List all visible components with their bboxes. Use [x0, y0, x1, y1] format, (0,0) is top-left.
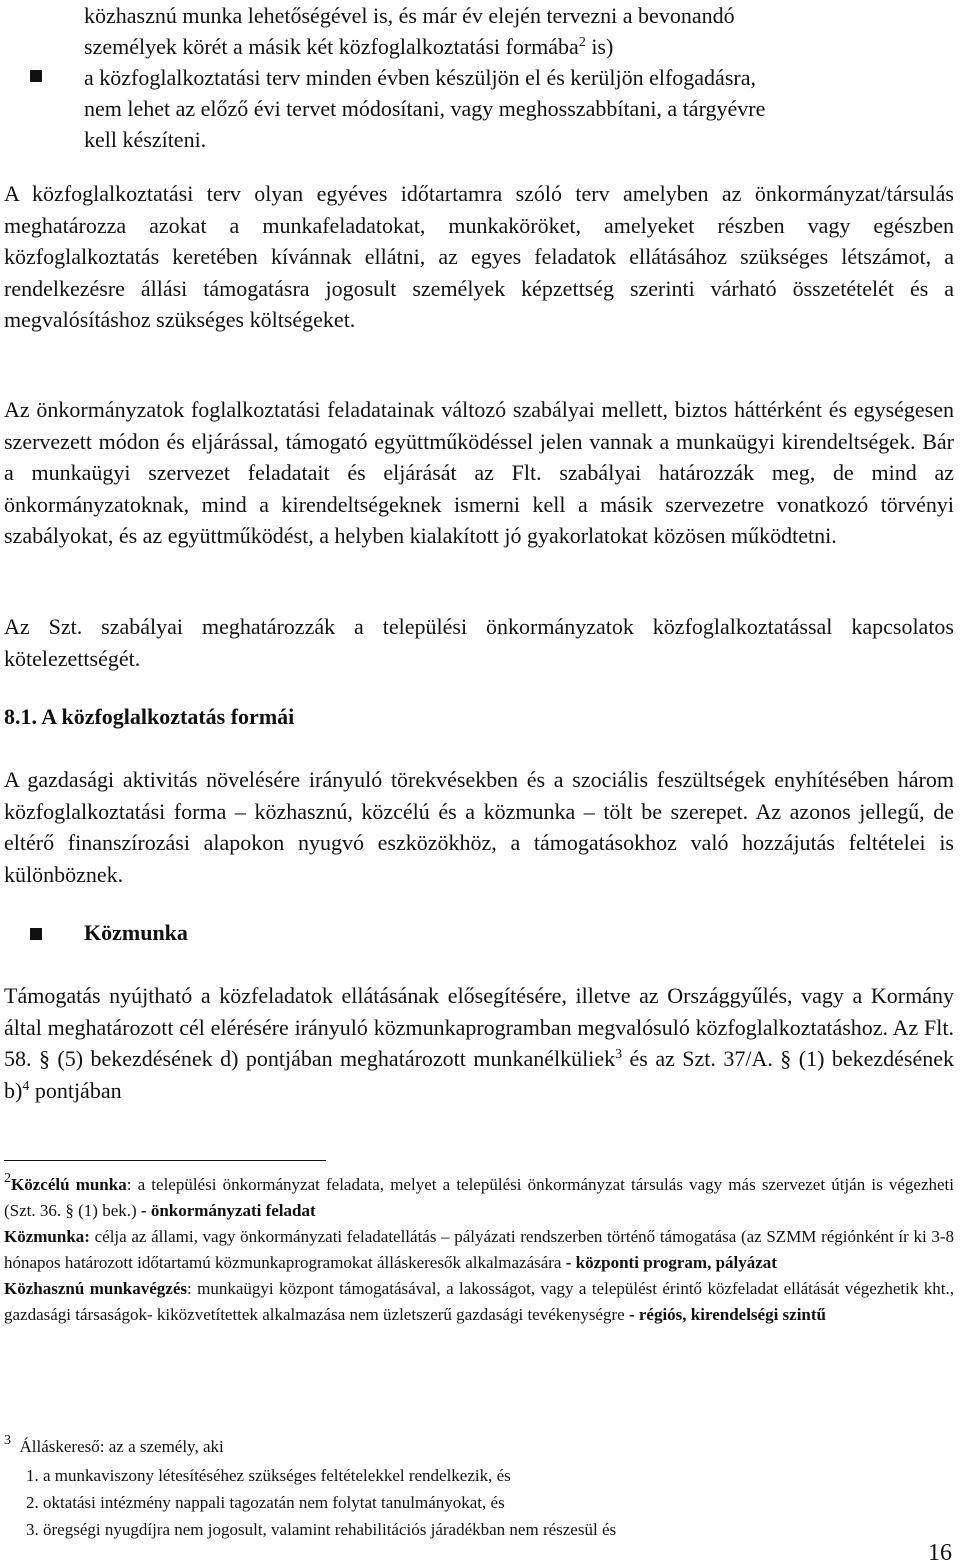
paragraph-forms: A gazdasági aktivitás növelésére irányuló törekvésekben és a szociális feszültségek enyhítésében három közfoglalkoztatási forma – közhasznú, közcélú és a közmunka – tölt be szerepet. Az azonos jellegű, de eltérő finanszírozási alapokon nyugvó eszközökhöz, a támogatásokhoz való hozzájutás feltételei is különböznek. — [4, 767, 954, 887]
intro-line-2: személyek körét a másik két közfoglalkoztatási formába$^2$ is) — [84, 34, 614, 59]
footnote-3-title: $^3$ Álláskereső: az a személy, aki — [4, 1433, 224, 1456]
paragraph-szt: Az Szt. szabályai meghatározzák a települési önkormányzatok közfoglalkoztatással kapcsolatos kötelezettségét. — [4, 614, 954, 671]
footnote-3-item: 1. a munkaviszony létesítéséhez szükséges feltételekkel rendelkezik, és — [26, 1466, 511, 1485]
footnote-separator — [4, 1160, 326, 1161]
footnote-2: $^2$Közcélú munka: a települési önkormányzat feladata, melyet a települési önkormányzat társulás vagy más szervezet útján is végezheti (Szt. 36. § (1) bek.) - önkormányzati feladat Közmunka: célja az állami, vagy önkormányzati feladatellátás – pályázati rendszerben történő támogatása (az SZMM régiónként ír ki 3-8 hónapos határozott időtartamú közmunkaprogramokat álláskeresők alkalmazására - központi program, pályázat Közhasznú munkavégzés: munkaügyi központ támogatásával, a lakosságot, vagy a települést érintő közfeladat ellátását végezhetik kht., gazdasági társaságok- kiközvetítettek alkalmazása nem üzletszerű gazdasági tevékenységre - régiós, kirendelségi szintű — [4, 1171, 954, 1324]
paragraph-cooperation: Az önkormányzatok foglalkoztatási feladatainak változó szabályai mellett, biztos háttérként és egységesen szervezett módon és eljárással, támogató együttműködéssel jelen vannak a munkaügyi kirendeltségek. Bár a munkaügyi szervezet feladatait és eljárását az Flt. szabályai határozzák meg, de mind az önkormányzatoknak, mind a kirendeltségeknek ismerni kell a másik szervezetre vonatkozó törvényi szabályokat, és az együttműködést, a helyben kialakított jó gyakorlatokat közösen működtetni. — [4, 397, 954, 548]
subheading-kozmunka: Közmunka — [84, 920, 188, 945]
page-number: 16 — [928, 1540, 952, 1566]
section-heading: 8.1. A közfoglalkoztatás formái — [4, 704, 295, 729]
footnote-3-item: 2. oktatási intézmény nappali tagozatán nem folytat tanulmányokat, és — [26, 1493, 505, 1512]
paragraph-plan: A közfoglalkoztatási terv olyan egyéves időtartamra szóló terv amelyben az önkormányzat/társulás meghatározza azokat a munkafeladatokat, munkaköröket, amelyeket részben vagy egészben közfoglalkoztatás keretében kívánnak ellátni, az egyes feladatok ellátásához szükséges létszámot, a rendelkezésre állási támogatásra jogosult személyek képzettség szerinti várható összetételét és a megvalósításhoz szükséges költségeket. — [4, 181, 954, 332]
bullet-item-line-2: nem lehet az előző évi tervet módosítani, vagy meghosszabbítani, a tárgyévre — [84, 96, 766, 121]
bullet-item-line-3: kell készíteni. — [84, 127, 207, 152]
footnote-3-item: 3. öregségi nyugdíjra nem jogosult, valamint rehabilitációs járadékban nem részesül és — [26, 1520, 617, 1539]
intro-line-1: közhasznú munka lehetőségével is, és már év elején tervezni a bevonandó — [84, 3, 735, 28]
square-bullet-icon — [30, 928, 42, 940]
paragraph-kozmunka: Támogatás nyújtható a közfeladatok ellátásának elősegítésére, illetve az Országgyűlés, vagy a Kormány által meghatározott cél elérésére irányuló közmunkaprogramban megvalósuló közfoglalkoztatáshoz. Az Flt. 58. § (5) bekezdésének d) pontjában meghatározott munkanélküliek$^3$ és az Szt. 37/A. § (1) bekezdésének b)$^4$ pontjában — [4, 983, 954, 1103]
bullet-item-line-1: a közfoglalkoztatási terv minden évben készüljön el és kerüljön elfogadásra, — [84, 65, 756, 90]
square-bullet-icon — [30, 70, 42, 82]
